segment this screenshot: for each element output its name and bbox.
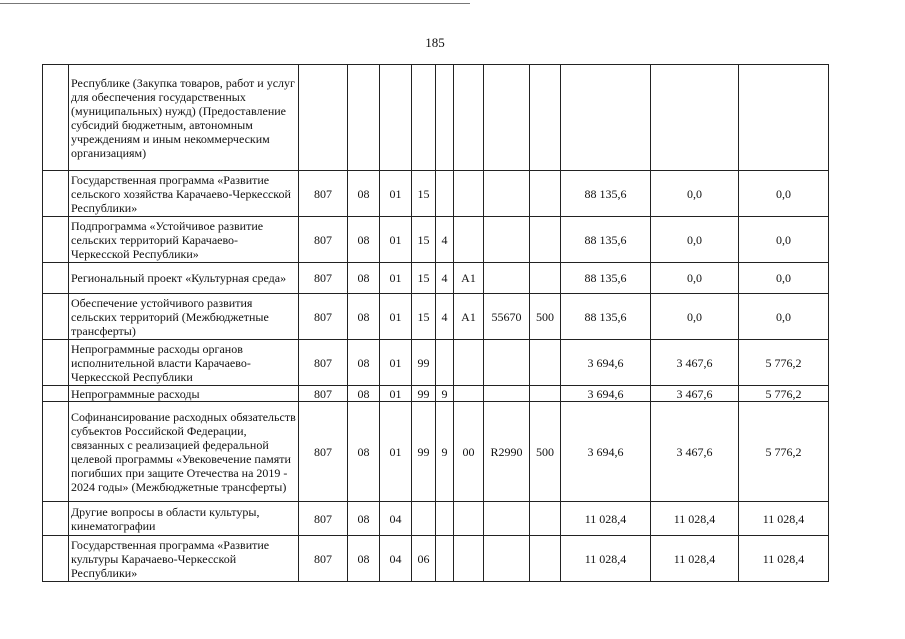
amount-year3-cell: 11 028,4 — [739, 502, 829, 536]
item-name-cell: Государственная программа «Развитие сельского хозяйства Карачаево-Черкесской Республики» — [69, 171, 299, 217]
item-name-cell: Государственная программа «Развитие культуры Карачаево-Черкесской Республики» — [69, 536, 299, 582]
amount-year1-cell: 3 694,6 — [561, 402, 651, 502]
subsection-code-cell: 04 — [380, 536, 412, 582]
item-name-cell: Обеспечение устойчивого развития сельских территорий (Межбюджетные трансферты) — [69, 294, 299, 340]
direction-code-cell — [484, 263, 530, 294]
subsection-code-cell — [380, 65, 412, 171]
blank-cell — [43, 340, 69, 386]
top-rule — [0, 3, 470, 4]
amount-year3-cell: 5 776,2 — [739, 402, 829, 502]
expense-type-cell — [530, 65, 561, 171]
table-body — [43, 65, 829, 582]
direction-code-cell — [484, 386, 530, 402]
amount-year3-cell: 0,0 — [739, 217, 829, 263]
direction-code-cell — [484, 340, 530, 386]
amount-year2-cell: 0,0 — [651, 171, 739, 217]
amount-year1-cell: 88 135,6 — [561, 217, 651, 263]
ministry-code-cell: 807 — [299, 217, 348, 263]
blank-cell — [43, 171, 69, 217]
blank-cell — [43, 386, 69, 402]
amount-year3-cell: 5 776,2 — [739, 386, 829, 402]
ministry-code-cell: 807 — [299, 263, 348, 294]
table-row — [43, 217, 829, 263]
program-code-cell: 15 — [412, 217, 436, 263]
subprogram-code-cell: 4 — [436, 263, 454, 294]
direction-code-cell — [484, 502, 530, 536]
section-code-cell: 08 — [348, 294, 380, 340]
section-code-cell: 08 — [348, 502, 380, 536]
amount-year2-cell: 0,0 — [651, 217, 739, 263]
direction-code-cell — [484, 171, 530, 217]
amount-year1-cell: 3 694,6 — [561, 386, 651, 402]
section-code-cell: 08 — [348, 386, 380, 402]
item-name-cell: Другие вопросы в области культуры, кинематографии — [69, 502, 299, 536]
ministry-code-cell: 807 — [299, 294, 348, 340]
section-code-cell: 08 — [348, 402, 380, 502]
amount-year3-cell: 0,0 — [739, 263, 829, 294]
expense-type-cell — [530, 217, 561, 263]
page-number: 185 — [425, 35, 445, 50]
expense-type-cell — [530, 502, 561, 536]
table-row — [43, 536, 829, 582]
blank-cell — [43, 217, 69, 263]
direction-code-cell: R2990 — [484, 402, 530, 502]
subsection-code-cell: 01 — [380, 294, 412, 340]
amount-year1-cell: 11 028,4 — [561, 502, 651, 536]
amount-year3-cell: 11 028,4 — [739, 536, 829, 582]
table-row — [43, 294, 829, 340]
amount-year1-cell: 88 135,6 — [561, 171, 651, 217]
amount-year1-cell: 11 028,4 — [561, 536, 651, 582]
amount-year3-cell: 0,0 — [739, 171, 829, 217]
expense-type-cell — [530, 171, 561, 217]
section-code-cell — [348, 65, 380, 171]
amount-year1-cell: 3 694,6 — [561, 340, 651, 386]
program-code-cell: 06 — [412, 536, 436, 582]
table-row — [43, 386, 829, 402]
amount-year2-cell: 0,0 — [651, 294, 739, 340]
amount-year2-cell — [651, 65, 739, 171]
expense-type-cell — [530, 340, 561, 386]
subsection-code-cell: 01 — [380, 171, 412, 217]
ministry-code-cell: 807 — [299, 171, 348, 217]
ministry-code-cell — [299, 65, 348, 171]
program-code-cell: 15 — [412, 263, 436, 294]
amount-year2-cell: 0,0 — [651, 263, 739, 294]
direction-code-cell — [484, 217, 530, 263]
subsection-code-cell: 01 — [380, 386, 412, 402]
amount-year2-cell: 3 467,6 — [651, 402, 739, 502]
blank-cell — [43, 294, 69, 340]
item-name-cell: Региональный проект «Культурная среда» — [69, 263, 299, 294]
ministry-code-cell: 807 — [299, 340, 348, 386]
direction-code-cell: 55670 — [484, 294, 530, 340]
subprogram-code-cell — [436, 171, 454, 217]
project-code-cell — [454, 65, 484, 171]
ministry-code-cell: 807 — [299, 386, 348, 402]
amount-year3-cell: 0,0 — [739, 294, 829, 340]
item-name-cell: Подпрограмма «Устойчивое развитие сельских территорий Карачаево-Черкесской Республики» — [69, 217, 299, 263]
program-code-cell: 99 — [412, 386, 436, 402]
expense-type-cell: 500 — [530, 402, 561, 502]
program-code-cell: 99 — [412, 340, 436, 386]
direction-code-cell — [484, 536, 530, 582]
ministry-code-cell: 807 — [299, 402, 348, 502]
expense-type-cell — [530, 263, 561, 294]
amount-year1-cell: 88 135,6 — [561, 263, 651, 294]
subprogram-code-cell: 4 — [436, 217, 454, 263]
amount-year2-cell: 3 467,6 — [651, 340, 739, 386]
subsection-code-cell: 01 — [380, 402, 412, 502]
table-row — [43, 502, 829, 536]
section-code-cell: 08 — [348, 263, 380, 294]
project-code-cell — [454, 502, 484, 536]
subprogram-code-cell: 9 — [436, 402, 454, 502]
amount-year3-cell — [739, 65, 829, 171]
subprogram-code-cell — [436, 502, 454, 536]
subprogram-code-cell — [436, 65, 454, 171]
table-row — [43, 402, 829, 502]
amount-year2-cell: 3 467,6 — [651, 386, 739, 402]
subprogram-code-cell: 4 — [436, 294, 454, 340]
program-code-cell — [412, 502, 436, 536]
ministry-code-cell: 807 — [299, 502, 348, 536]
item-name-cell: Республике (Закупка товаров, работ и услуг для обеспечения государственных (муниципальных) нужд) (Предоставление субсидий бюджетным, автономным учреждениям и иным некоммерческим организациям) — [69, 65, 299, 171]
section-code-cell: 08 — [348, 217, 380, 263]
project-code-cell: A1 — [454, 294, 484, 340]
expense-type-cell — [530, 386, 561, 402]
project-code-cell — [454, 386, 484, 402]
expense-type-cell — [530, 536, 561, 582]
item-name-cell: Непрограммные расходы — [69, 386, 299, 402]
budget-table — [42, 64, 829, 582]
project-code-cell — [454, 340, 484, 386]
project-code-cell — [454, 217, 484, 263]
subsection-code-cell: 01 — [380, 217, 412, 263]
subsection-code-cell: 01 — [380, 340, 412, 386]
blank-cell — [43, 536, 69, 582]
program-code-cell: 15 — [412, 171, 436, 217]
project-code-cell: A1 — [454, 263, 484, 294]
ministry-code-cell: 807 — [299, 536, 348, 582]
amount-year1-cell — [561, 65, 651, 171]
section-code-cell: 08 — [348, 340, 380, 386]
amount-year2-cell: 11 028,4 — [651, 502, 739, 536]
subprogram-code-cell — [436, 536, 454, 582]
program-code-cell: 99 — [412, 402, 436, 502]
direction-code-cell — [484, 65, 530, 171]
table-row — [43, 263, 829, 294]
item-name-cell: Софинансирование расходных обязательств субъектов Российской Федерации, связанных с реализацией федеральной целевой программы «Увековечение памяти погибших при защите Отечества на 2019 - 2024 годы» (Межбюджетные трансферты) — [69, 402, 299, 502]
table-row — [43, 171, 829, 217]
table-row — [43, 340, 829, 386]
subsection-code-cell: 04 — [380, 502, 412, 536]
project-code-cell — [454, 171, 484, 217]
subprogram-code-cell: 9 — [436, 386, 454, 402]
item-name-cell: Непрограммные расходы органов исполнительной власти Карачаево-Черкесской Республики — [69, 340, 299, 386]
amount-year3-cell: 5 776,2 — [739, 340, 829, 386]
project-code-cell — [454, 536, 484, 582]
amount-year1-cell: 88 135,6 — [561, 294, 651, 340]
blank-cell — [43, 402, 69, 502]
program-code-cell: 15 — [412, 294, 436, 340]
blank-cell — [43, 65, 69, 171]
blank-cell — [43, 263, 69, 294]
subsection-code-cell: 01 — [380, 263, 412, 294]
amount-year2-cell: 11 028,4 — [651, 536, 739, 582]
section-code-cell: 08 — [348, 536, 380, 582]
subprogram-code-cell — [436, 340, 454, 386]
program-code-cell — [412, 65, 436, 171]
project-code-cell: 00 — [454, 402, 484, 502]
expense-type-cell: 500 — [530, 294, 561, 340]
table-row — [43, 65, 829, 171]
section-code-cell: 08 — [348, 171, 380, 217]
blank-cell — [43, 502, 69, 536]
